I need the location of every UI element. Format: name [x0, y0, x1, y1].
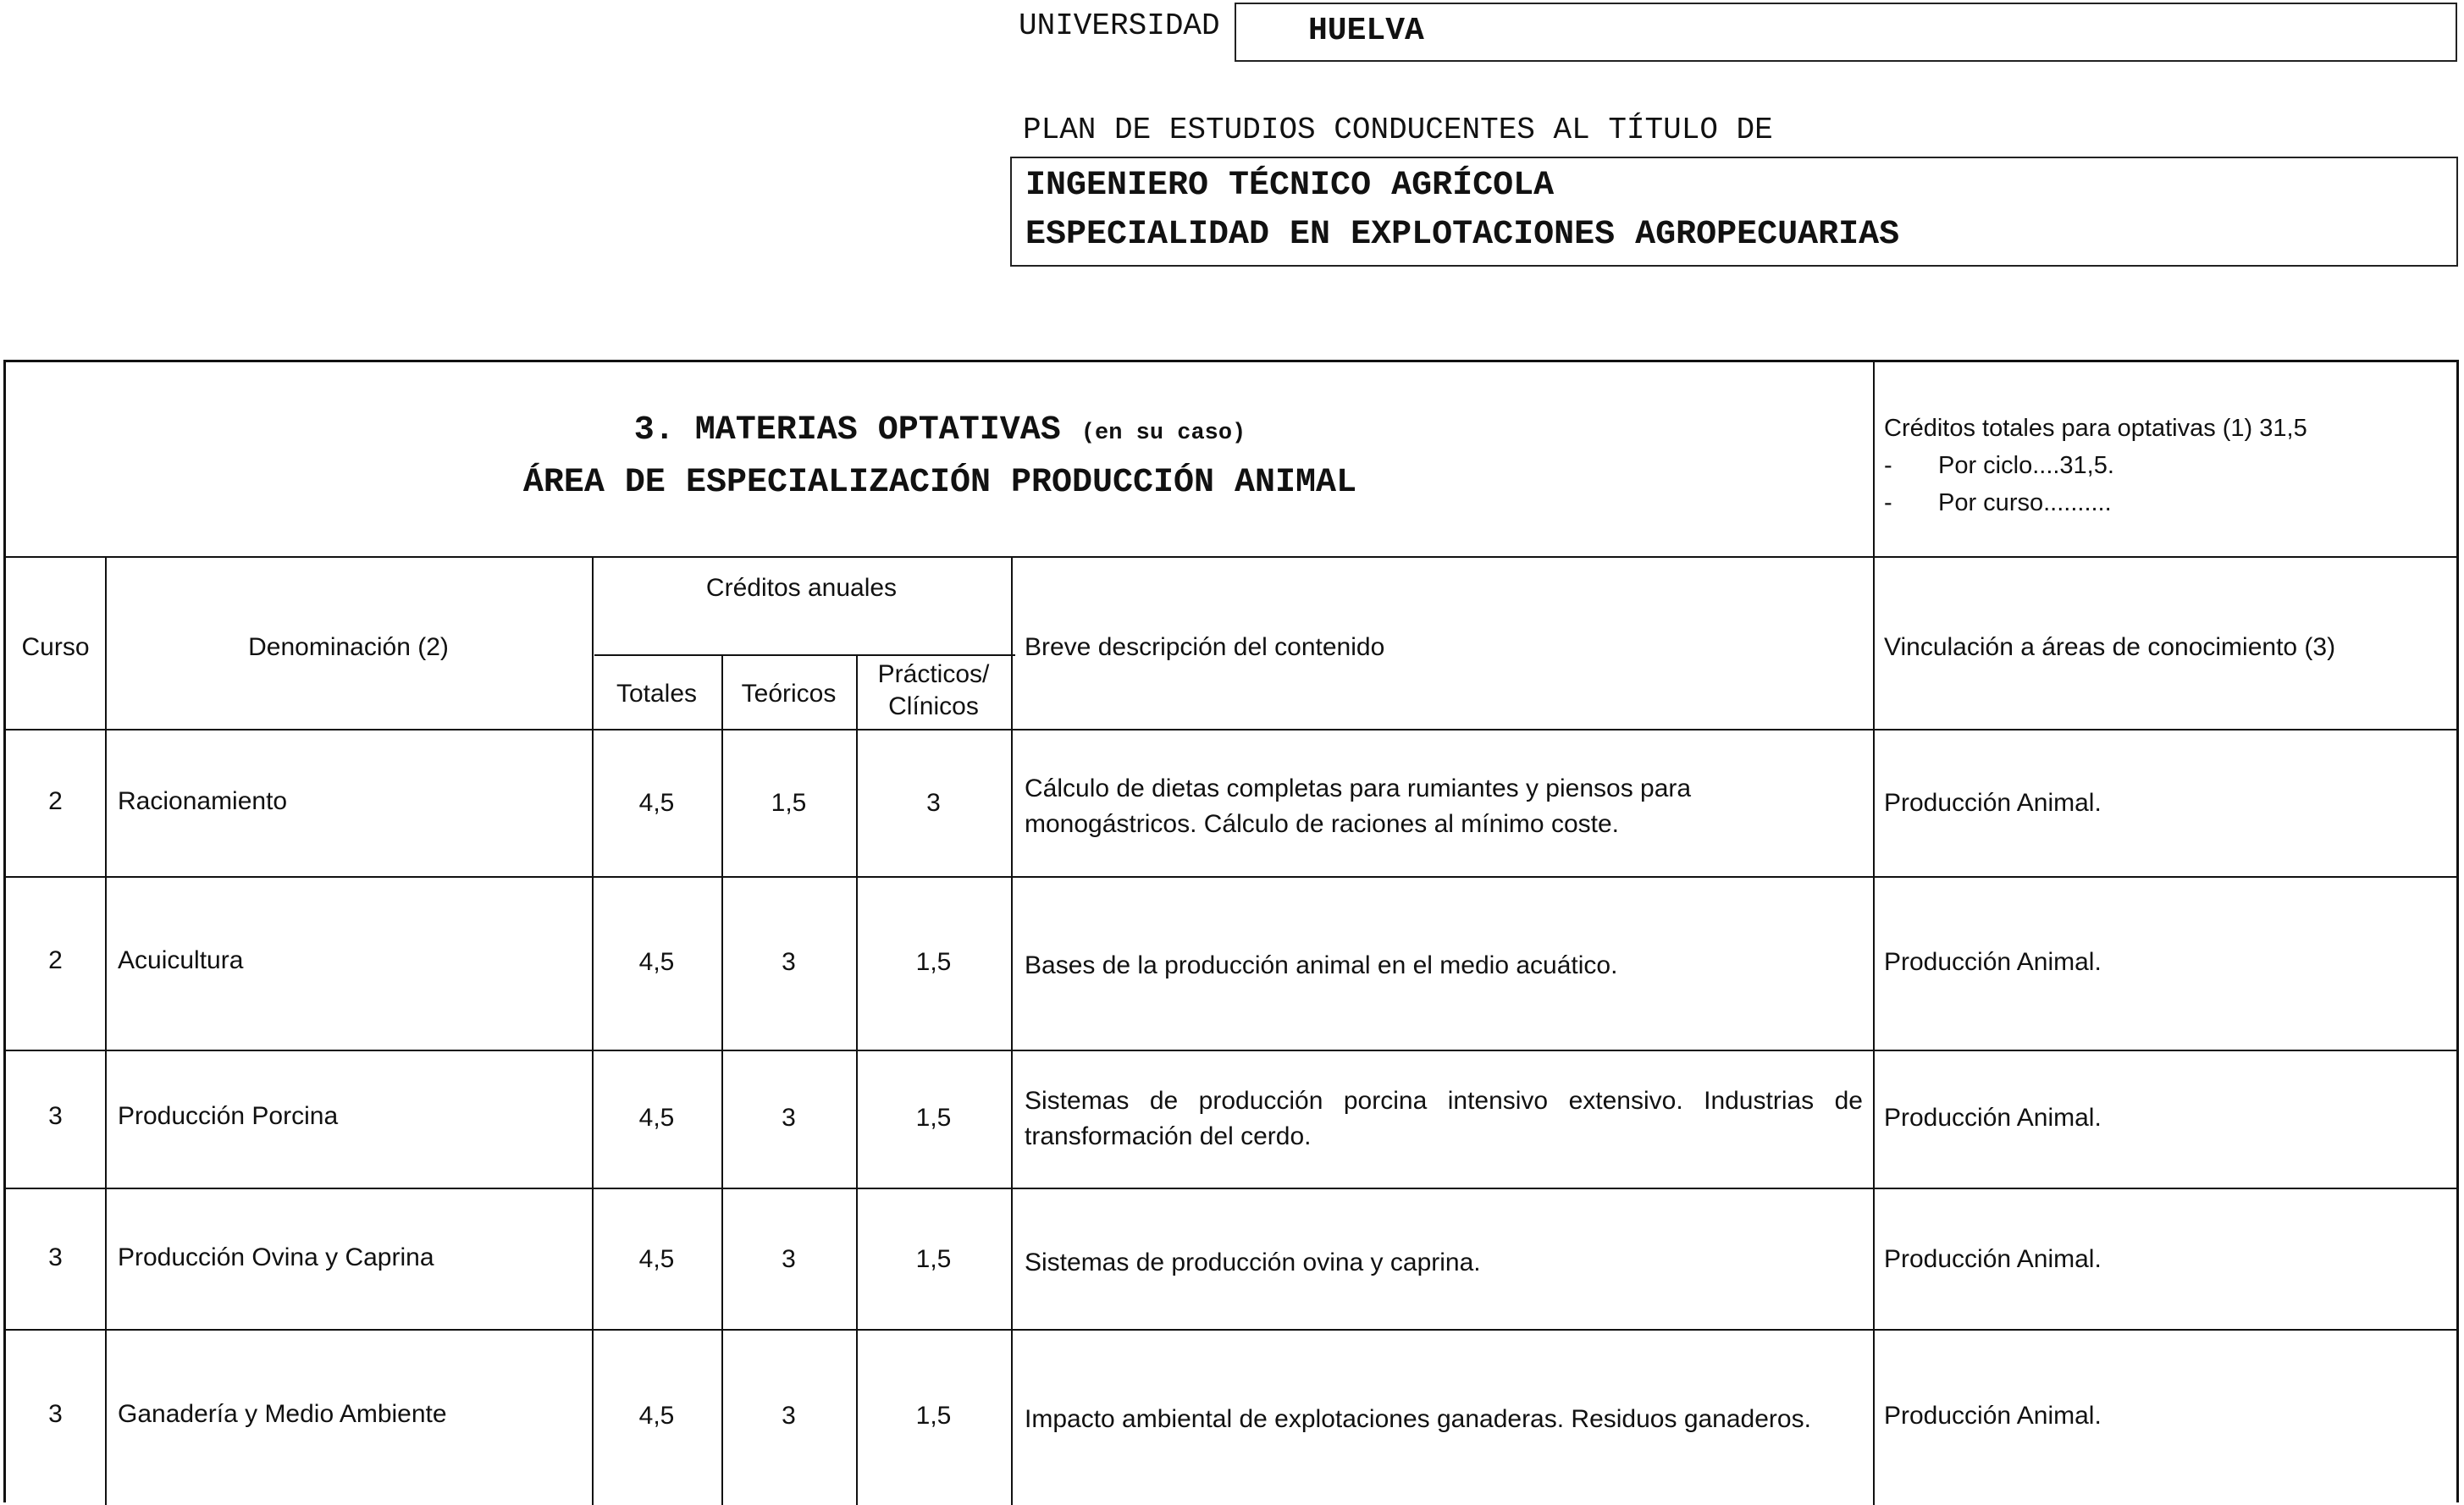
cell-teoricos: 3 [782, 1104, 796, 1132]
cell-denominacion: Racionamiento [118, 787, 288, 815]
rule-col-vinculacion [1873, 362, 1875, 1505]
cell-practicos: 1,5 [915, 1402, 952, 1430]
rule-row-1 [6, 876, 2456, 878]
cell-descripcion: Sistemas de producción ovina y caprina. [1025, 1249, 1481, 1276]
rule-col-practicos [1011, 556, 1013, 1505]
titulo-line-1: INGENIERO TÉCNICO AGRÍCOLA [1025, 167, 1555, 205]
cell-descripcion: Bases de la producción animal en el medio acuático. [1025, 951, 1618, 979]
cell-teoricos: 3 [782, 1402, 796, 1430]
cell-denominacion: Producción Ovina y Caprina [118, 1243, 434, 1271]
cell-teoricos: 3 [782, 1245, 796, 1273]
creditos-por-ciclo: - Por ciclo....31,5. [1884, 452, 2114, 479]
col-header-totales: Totales [616, 680, 698, 708]
cell-totales: 4,5 [638, 789, 675, 817]
cell-practicos: 1,5 [915, 948, 952, 976]
plan-label: PLAN DE ESTUDIOS CONDUCENTES AL TÍTULO DE [1023, 113, 1773, 147]
cell-teoricos: 3 [782, 948, 796, 976]
creditos-por-curso: - Por curso.......... [1884, 489, 2112, 516]
cell-teoricos: 1,5 [771, 789, 807, 817]
materias-table [3, 360, 2459, 1502]
titulo-box [1010, 157, 2458, 267]
cell-curso: 3 [48, 1400, 63, 1428]
cell-vinculacion: Producción Animal. [1884, 1245, 2102, 1273]
cell-curso: 2 [48, 787, 63, 815]
cell-curso: 2 [48, 946, 63, 974]
cell-curso: 3 [48, 1243, 63, 1271]
universidad-box [1235, 3, 2457, 62]
section-subtitle: ÁREA DE ESPECIALIZACIÓN PRODUCCIÓN ANIMAL [522, 464, 1357, 502]
col-header-teoricos: Teóricos [741, 680, 837, 708]
titulo-line-2: ESPECIALIDAD EN EXPLOTACIONES AGROPECUARIAS [1025, 216, 1900, 254]
rule-row-2 [6, 1050, 2456, 1051]
universidad-label: UNIVERSIDAD [1019, 8, 1220, 43]
cell-vinculacion: Producción Animal. [1884, 789, 2102, 817]
rule-colhead-bottom [6, 729, 2456, 730]
col-header-denominacion: Denominación (2) [248, 633, 449, 661]
rule-col-totales [721, 654, 723, 1505]
cell-denominacion: Producción Porcina [118, 1102, 339, 1130]
cell-curso: 3 [48, 1102, 63, 1130]
section-title-note: (en su caso) [1080, 421, 1246, 446]
section-title [6, 411, 1874, 449]
section-title-main: 3. MATERIAS OPTATIVAS [633, 411, 1061, 449]
cell-practicos: 1,5 [915, 1104, 952, 1132]
cell-denominacion: Acuicultura [118, 946, 244, 974]
creditos-total: Créditos totales para optativas (1) 31,5 [1884, 415, 2307, 442]
universidad-value: HUELVA [1308, 13, 1424, 49]
cell-vinculacion: Producción Animal. [1884, 948, 2102, 976]
cell-descripcion: Cálculo de dietas completas para rumiantes y piensos para monogástricos. Cálculo de raciones al mínimo coste. [1025, 775, 1692, 838]
creditos-optativas [1884, 410, 2307, 521]
cell-totales: 4,5 [638, 948, 675, 976]
rule-row-4 [6, 1329, 2456, 1331]
cell-descripcion: Impacto ambiental de explotaciones ganaderas. Residuos ganaderos. [1025, 1405, 1811, 1433]
col-header-curso: Curso [21, 633, 90, 661]
col-header-vinculacion: Vinculación a áreas de conocimiento (3) [1884, 633, 2336, 661]
cell-totales: 4,5 [638, 1104, 675, 1132]
rule-creditos-split [594, 654, 1015, 656]
cell-descripcion: Sistemas de producción porcina intensivo extensivo. Industrias de transformación del cerdo. [1025, 1087, 1863, 1150]
rule-header-bottom [6, 556, 2456, 558]
col-header-descripcion: Breve descripción del contenido [1025, 633, 1385, 661]
cell-practicos: 3 [926, 789, 941, 817]
cell-practicos: 1,5 [915, 1245, 952, 1273]
rule-row-3 [6, 1188, 2456, 1189]
rule-col-curso [105, 556, 107, 1505]
cell-totales: 4,5 [638, 1402, 675, 1430]
cell-vinculacion: Producción Animal. [1884, 1402, 2102, 1430]
col-header-practicos: Prácticos/ Clínicos [877, 660, 990, 720]
rule-col-teoricos [856, 654, 858, 1505]
cell-vinculacion: Producción Animal. [1884, 1104, 2102, 1132]
col-header-creditos-anuales: Créditos anuales [705, 574, 898, 602]
cell-denominacion: Ganadería y Medio Ambiente [118, 1400, 447, 1428]
cell-totales: 4,5 [638, 1245, 675, 1273]
